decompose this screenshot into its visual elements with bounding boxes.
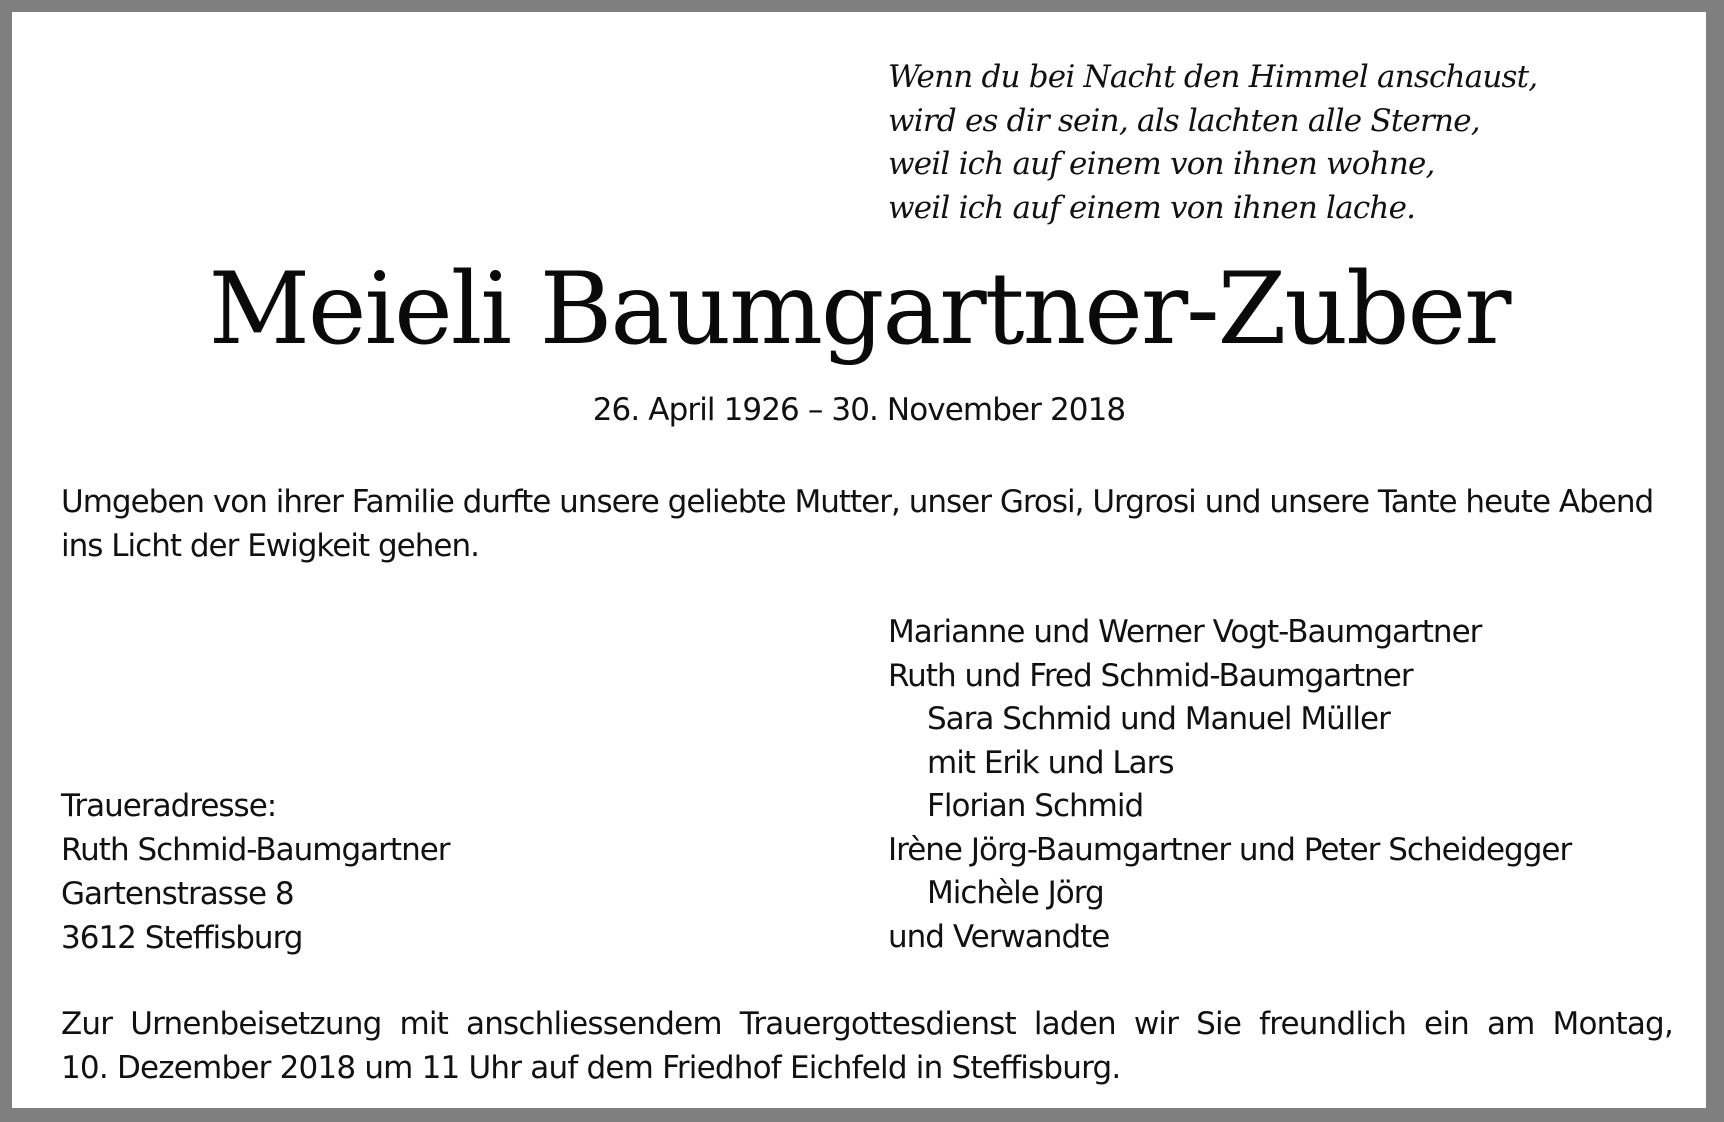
ceremony-line: Zur Urnenbeisetzung mit anschliessendem Trauergottesdienst laden wir Sie freundlich ein am Montag,	[61, 1006, 1673, 1042]
address-label: Traueradresse:	[61, 788, 277, 824]
intro-line: Umgeben von ihrer Familie durfte unsere geliebte Mutter, unser Grosi, Urgrosi und unsere Tante heute Abend	[61, 484, 1654, 520]
poem-line: weil ich auf einem von ihnen wohne,	[888, 146, 1435, 182]
family-member: Michèle Jörg	[927, 875, 1104, 911]
ceremony-text	[61, 1002, 1673, 1090]
deceased-name: Meieli Baumgartner-Zuber	[208, 252, 1510, 367]
obituary-notice	[12, 12, 1706, 1108]
address-city: 3612 Steffisburg	[61, 920, 303, 956]
address-street: Gartenstrasse 8	[61, 876, 294, 912]
poem-quote	[888, 56, 1537, 230]
intro-text	[61, 480, 1671, 568]
address-name: Ruth Schmid-Baumgartner	[61, 832, 450, 868]
family-member: mit Erik und Lars	[927, 744, 1174, 781]
ceremony-line: 10. Dezember 2018 um 11 Uhr auf dem Friedhof Eichfeld in Steffisburg.	[61, 1050, 1121, 1086]
family-member: Sara Schmid und Manuel Müller	[927, 701, 1390, 737]
poem-line: wird es dir sein, als lachten alle Sterne,	[888, 102, 1480, 139]
intro-line: ins Licht der Ewigkeit gehen.	[61, 528, 479, 564]
life-dates: 26. April 1926 – 30. November 2018	[592, 392, 1126, 428]
family-list	[888, 611, 1571, 959]
mourning-address	[61, 784, 450, 960]
family-member: Marianne und Werner Vogt-Baumgartner	[888, 614, 1482, 650]
family-member: Irène Jörg-Baumgartner und Peter Scheidegger	[888, 831, 1572, 868]
poem-line: weil ich auf einem von ihnen lache.	[888, 189, 1416, 226]
family-member: Ruth und Fred Schmid-Baumgartner	[888, 657, 1413, 694]
family-member: Florian Schmid	[927, 788, 1144, 824]
family-member: und Verwandte	[888, 918, 1110, 955]
poem-line: Wenn du bei Nacht den Himmel anschaust,	[888, 59, 1538, 95]
